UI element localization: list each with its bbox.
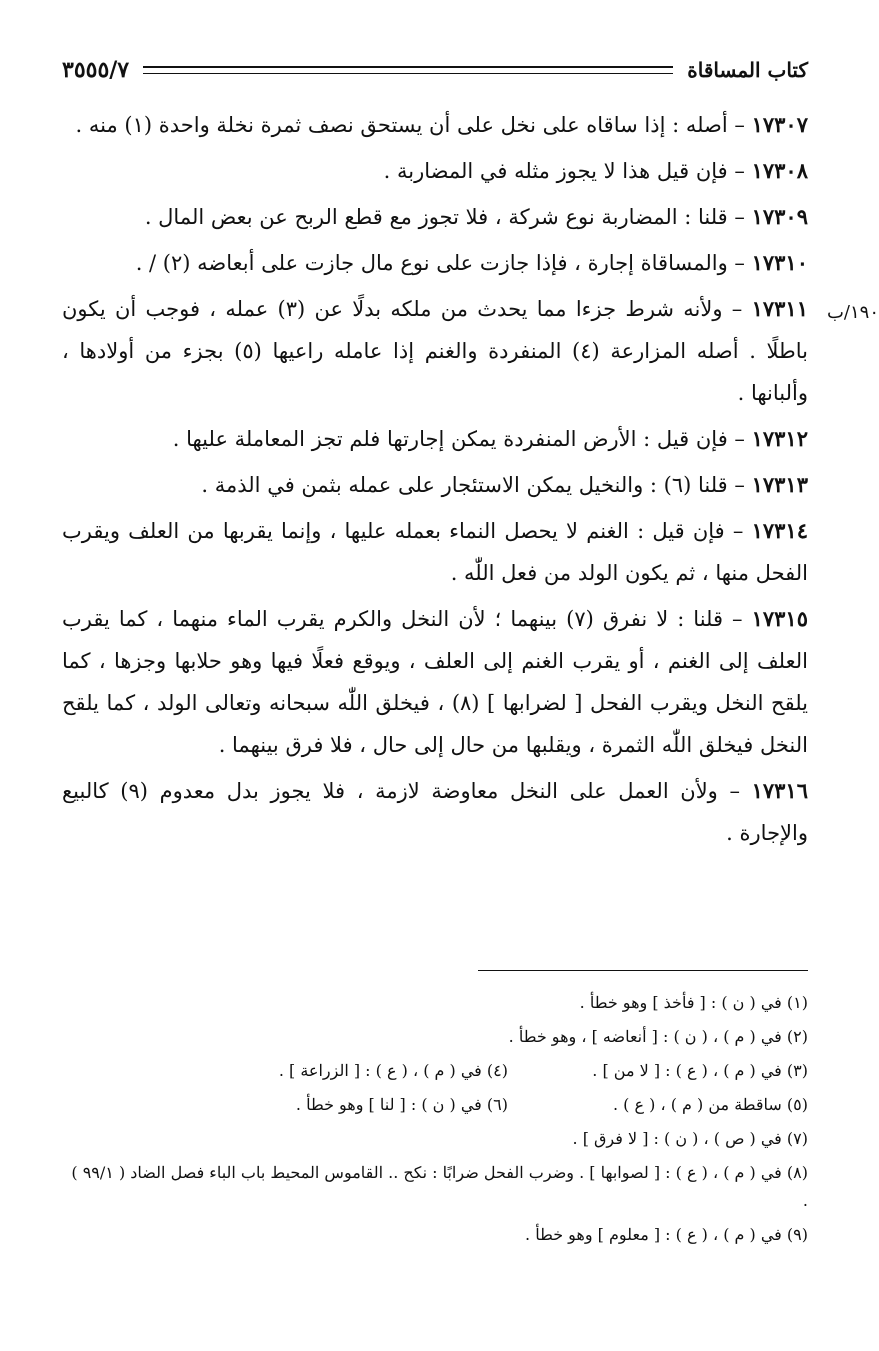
footnote-line bbox=[62, 986, 808, 1020]
paragraph-number: ١٧٣٠٨ bbox=[751, 158, 808, 183]
paragraph bbox=[62, 104, 808, 146]
paragraph bbox=[62, 418, 808, 460]
footnotes bbox=[62, 986, 808, 1252]
paragraph-number: ١٧٣١١ bbox=[751, 296, 808, 321]
paragraph-number: ١٧٣٠٧ bbox=[751, 112, 808, 137]
paragraph bbox=[62, 510, 808, 594]
paragraph bbox=[62, 196, 808, 238]
footnote-separator bbox=[478, 970, 808, 971]
paragraph-text: – فإن قيل : الأرض المنفردة يمكن إجارتها فلم تجز المعاملة عليها . bbox=[172, 427, 745, 451]
page-reference: ٣٥٥٥/٧ bbox=[62, 57, 130, 83]
footnote-line bbox=[62, 1088, 808, 1122]
paragraph bbox=[62, 770, 808, 854]
paragraph bbox=[62, 288, 808, 414]
paragraph-number: ١٧٣١٥ bbox=[751, 606, 808, 631]
footnote-line bbox=[62, 1054, 808, 1088]
footnote-line bbox=[62, 1020, 808, 1054]
paragraph bbox=[62, 464, 808, 506]
paragraph-text: – ولأن العمل على النخل معاوضة لازمة ، فلا يجوز بدل معدوم (٩) كالبيع والإجارة . bbox=[62, 779, 808, 845]
footnote: (٨) في ( م ) ، ( ع ) : [ لصوابها ] . وضرب الفحل ضرابًا : نكح .. القاموس المحيط باب الباء فصل الضاد ( ٩٩/١ ) . bbox=[71, 1163, 808, 1210]
paragraph-text: – قلنا : لا نفرق (٧) بينهما ؛ لأن النخل والكرم يقرب الماء منهما ، كما يقرب العلف إلى الغنم ، أو يقرب الغنم إلى العلف ، ويوقع فعلًا فيها وهو حلابها وجزها ، كما يلقح النخل ويقرب الفحل [ لضرابها ] (٨) ، فيخلق اللّٰه سبحانه وتعالى الولد ، كما يلقح النخل فيخلق اللّٰه الثمرة ، ويقلبها من حال إلى حال ، فلا فرق بينهما . bbox=[62, 607, 809, 757]
book-title: كتاب المساقاة bbox=[687, 58, 808, 82]
paragraph-text: – فإن قيل هذا لا يجوز مثله في المضاربة . bbox=[383, 159, 745, 183]
header-rule bbox=[143, 66, 673, 74]
paragraph-number: ١٧٣١٠ bbox=[751, 250, 808, 275]
paragraph-number: ١٧٣١٦ bbox=[751, 778, 808, 803]
paragraph-text: – فإن قيل : الغنم لا يحصل النماء بعمله عليها ، وإنما يقربها من العلف ويقرب الفحل منها ، ثم يكون الولد من فعل اللّٰه . bbox=[62, 519, 808, 585]
footnote: (٩) في ( م ) ، ( ع ) : [ معلوم ] وهو خطأ . bbox=[525, 1225, 808, 1244]
footnote: (١) في ( ن ) : [ فأخذ ] وهو خطأ . bbox=[579, 993, 808, 1012]
paragraph-text: – أصله : إذا ساقاه على نخل على أن يستحق نصف ثمرة نخلة واحدة (١) منه . bbox=[75, 113, 745, 137]
page-header bbox=[62, 52, 808, 88]
paragraph-number: ١٧٣٠٩ bbox=[751, 204, 808, 229]
footnote: (٦) في ( ن ) : [ لنا ] وهو خطأ . bbox=[295, 1095, 508, 1114]
footnote-line bbox=[62, 1156, 808, 1218]
paragraph-number: ١٧٣١٣ bbox=[751, 472, 808, 497]
paragraph-text: – والمساقاة إجارة ، فإذا جازت على نوع مال جازت على أبعاضه (٢) / . bbox=[135, 251, 745, 275]
paragraph bbox=[62, 242, 808, 284]
manuscript-folio-note: ١٩٠/ب bbox=[826, 302, 879, 323]
footnote: (٥) ساقطة من ( م ) ، ( ع ) . bbox=[613, 1095, 808, 1114]
paragraph-number: ١٧٣١٤ bbox=[751, 518, 808, 543]
footnote: (٤) في ( م ) ، ( ع ) : [ الزراعة ] . bbox=[278, 1061, 508, 1080]
footnote: (٧) في ( ص ) ، ( ن ) : [ لا فرق ] . bbox=[572, 1129, 808, 1148]
paragraph bbox=[62, 150, 808, 192]
paragraph-text: – قلنا : المضاربة نوع شركة ، فلا تجوز مع قطع الربح عن بعض المال . bbox=[144, 205, 745, 229]
footnote: (٢) في ( م ) ، ( ن ) : [ أنعاضه ] ، وهو خطأ . bbox=[508, 1027, 808, 1046]
footnote-line bbox=[62, 1218, 808, 1252]
footnote-line bbox=[62, 1122, 808, 1156]
paragraph-text: – ولأنه شرط جزءا مما يحدث من ملكه بدلًا عن (٣) عمله ، فوجب أن يكون باطلًا . أصله المزارعة (٤) المنفردة والغنم إذا عامله راعيها (٥) بجزء من أولادها ، وألبانها . bbox=[62, 297, 809, 405]
paragraph bbox=[62, 598, 808, 766]
footnote: (٣) في ( م ) ، ( ع ) : [ لا من ] . bbox=[592, 1061, 808, 1080]
paragraph-number: ١٧٣١٢ bbox=[751, 426, 808, 451]
paragraph-text: – قلنا (٦) : والنخيل يمكن الاستئجار على عمله بثمن في الذمة . bbox=[201, 473, 745, 497]
main-text bbox=[62, 104, 808, 854]
